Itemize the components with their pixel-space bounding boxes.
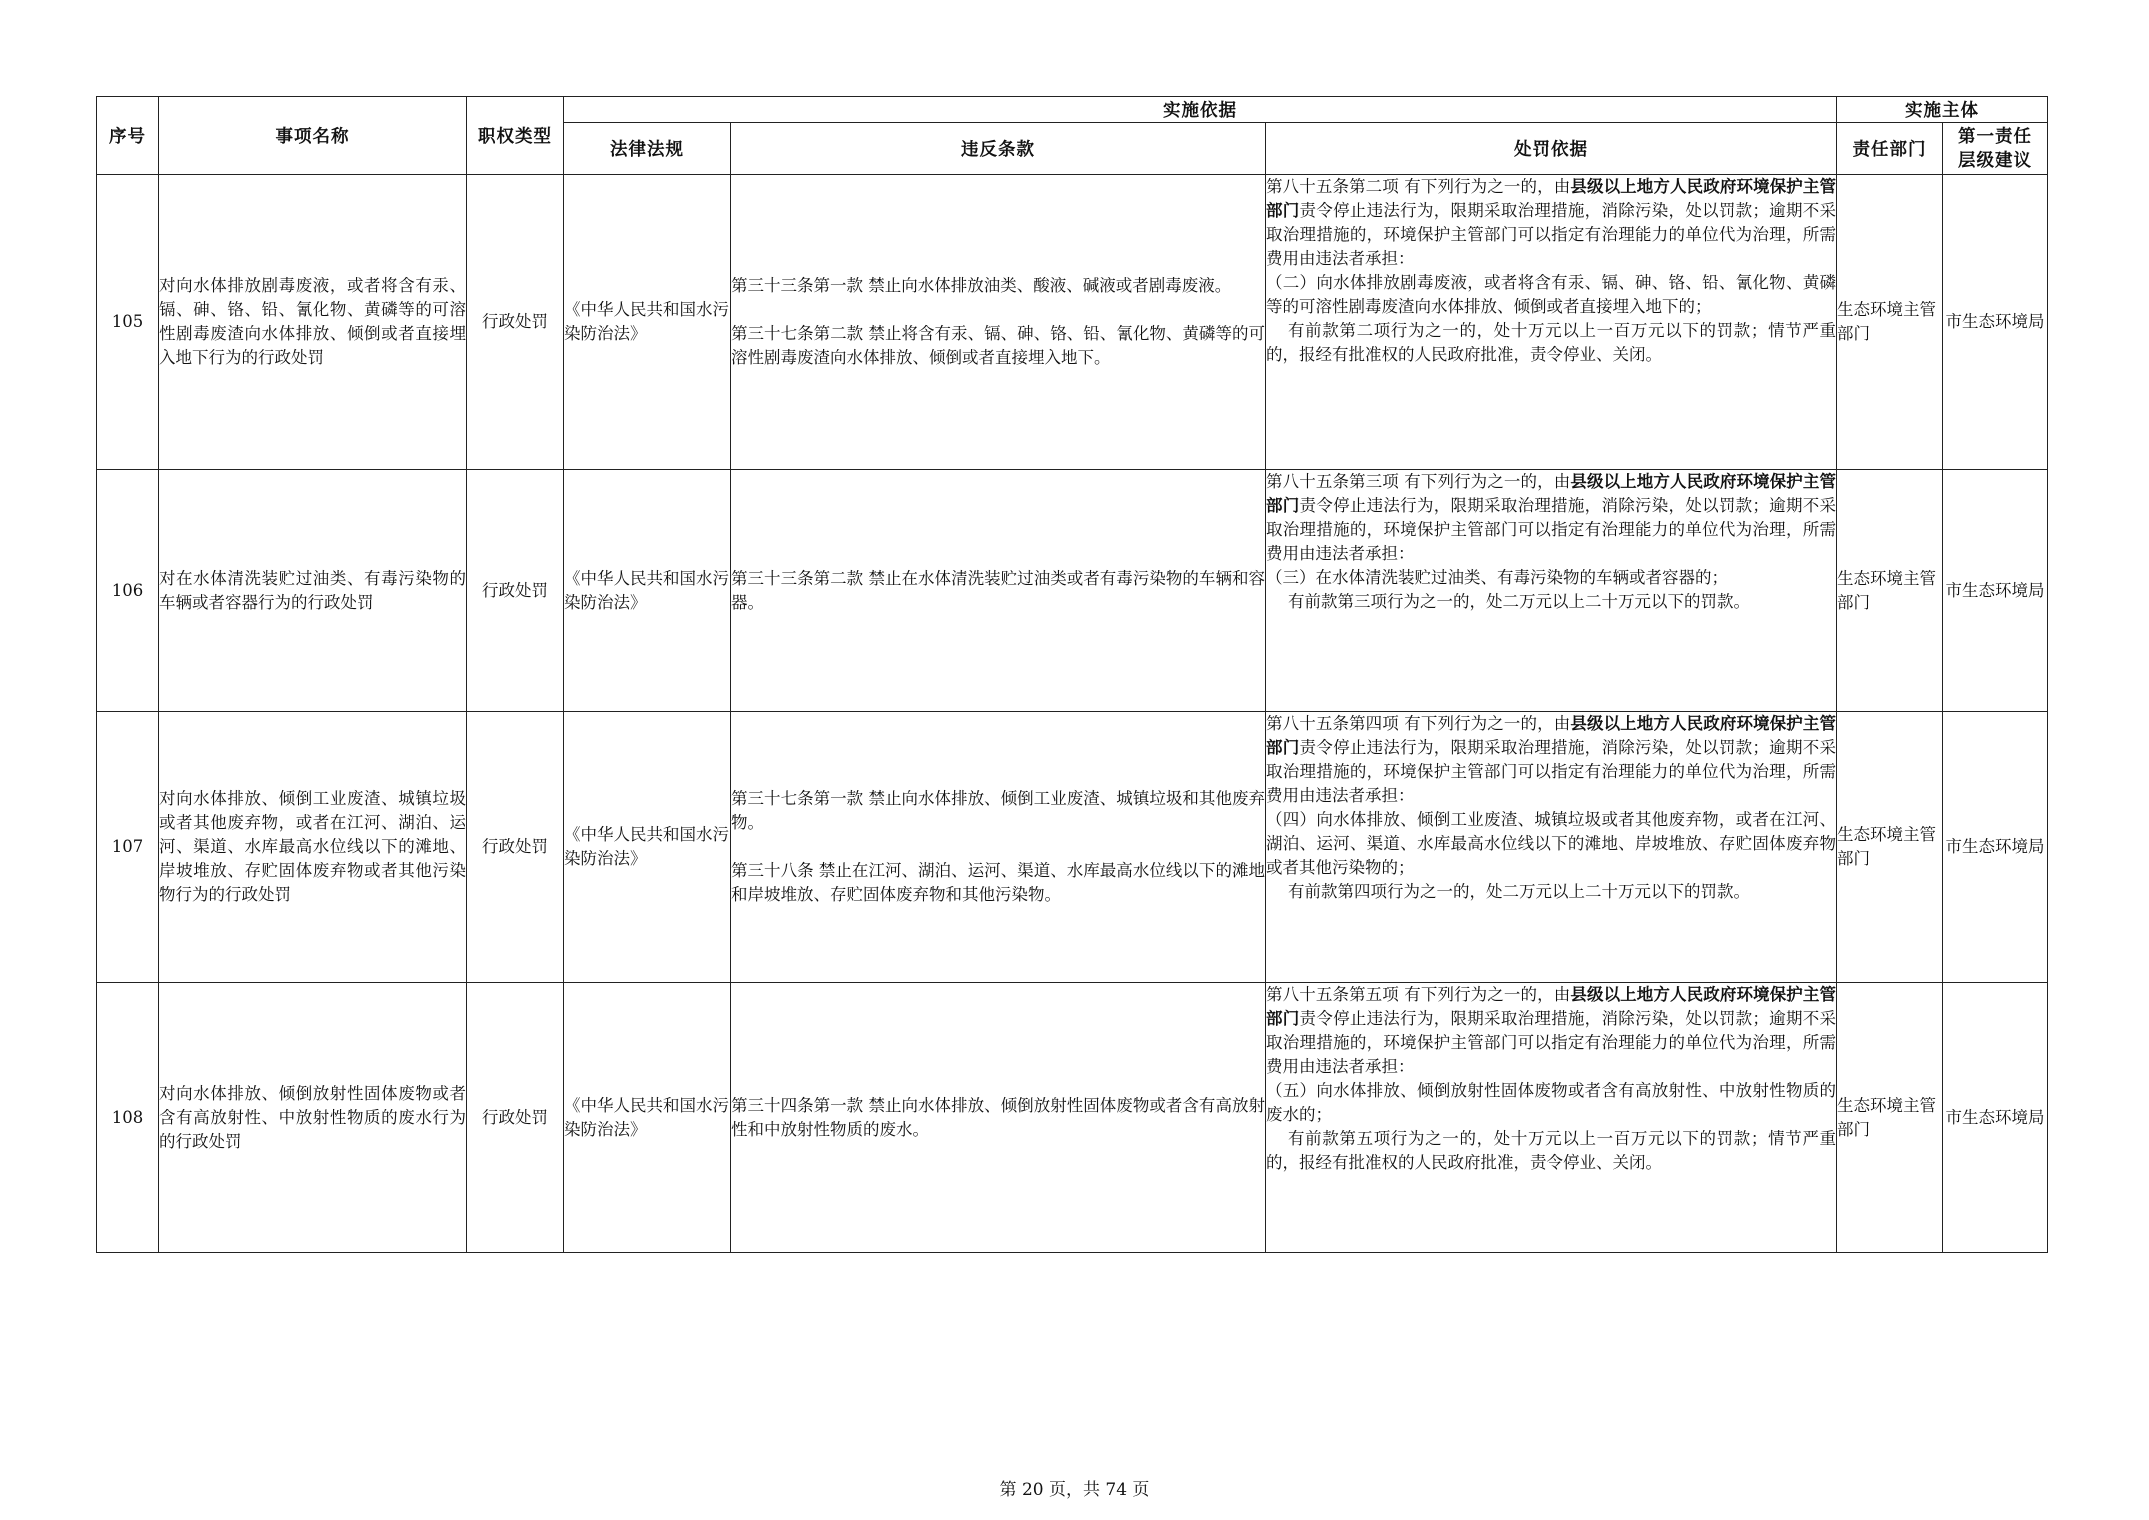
table-row — [97, 712, 2048, 983]
header-law: 法律法规 — [564, 123, 731, 175]
page-footer: 第 20 页，共 74 页 — [999, 1480, 1150, 1500]
basis-intro-post: 责令停止违法行为，限期采取治理措施，消除污染，处以罚款；逾期不采取治理措施的，环境保护主管部门可以指定有治理能力的单位代为治理，所需费用由违法者承担： — [1266, 738, 1837, 805]
basis-intro — [1266, 983, 1836, 1079]
row-level: 市生态环境局 — [1943, 983, 2048, 1253]
violated-clause-text: 第三十八条 禁止在江河、湖泊、运河、渠道、水库最高水位线以下的滩地和岸坡堆放、存贮固体废弃物和其他污染物。 — [731, 861, 1265, 904]
violated-clause-text: 第三十七条第二款 禁止将含有汞、镉、砷、铬、铅、氰化物、黄磷等的可溶性剧毒废渣向水体排放、倾倒或者直接埋入地下。 — [731, 324, 1265, 367]
row-violated-clauses — [731, 712, 1266, 983]
basis-penalty: 有前款第二项行为之一的，处十万元以上一百万元以下的罚款；情节严重的，报经有批准权的人民政府批准，责令停业、关闭。 — [1266, 321, 1836, 364]
basis-intro-post: 责令停止违法行为，限期采取治理措施，消除污染，处以罚款；逾期不采取治理措施的，环境保护主管部门可以指定有治理能力的单位代为治理，所需费用由违法者承担： — [1266, 201, 1837, 268]
row-dept: 生态环境主管部门 — [1837, 712, 1943, 983]
basis-item: （三）在水体清洗装贮过油类、有毒污染物的车辆或者容器的； — [1266, 568, 1728, 587]
header-item-name: 事项名称 — [159, 97, 467, 175]
basis-intro — [1266, 470, 1836, 566]
row-item-name — [159, 712, 467, 983]
header-first-level-line2: 层级建议 — [1958, 150, 2032, 171]
table-row — [97, 983, 2048, 1253]
row-item-name-text: 对在水体清洗装贮过油类、有毒污染物的车辆或者容器行为的行政处罚 — [159, 568, 466, 612]
basis-penalty: 有前款第四项行为之一的，处二万元以上二十万元以下的罚款。 — [1288, 882, 1750, 901]
row-law: 《中华人民共和国水污染防治法》 — [564, 712, 731, 983]
basis-intro-post: 责令停止违法行为，限期采取治理措施，消除污染，处以罚款；逾期不采取治理措施的，环境保护主管部门可以指定有治理能力的单位代为治理，所需费用由违法者承担： — [1266, 496, 1837, 563]
violated-clause-text: 第三十三条第二款 禁止在水体清洗装贮过油类或者有毒污染物的车辆和容器。 — [731, 568, 1265, 612]
basis-item: （四）向水体排放、倾倒工业废渣、城镇垃圾或者其他废弃物，或者在江河、湖泊、运河、渠道、水库最高水位线以下的滩地、岸坡堆放、存贮固体废弃物或者其他污染物的； — [1266, 810, 1836, 877]
violated-clause-text: 第三十四条第一款 禁止向水体排放、倾倒放射性固体废物或者含有高放射性和中放射性物质的废水。 — [731, 1095, 1265, 1139]
table-body — [97, 175, 2048, 1253]
header-violated-clause: 违反条款 — [731, 123, 1266, 175]
row-item-name-text: 对向水体排放、倾倒放射性固体废物或者含有高放射性、中放射性物质的废水行为的行政处罚 — [159, 1083, 466, 1151]
basis-authority: 县级以上地方人民政府环境保护主管部门 — [1266, 177, 1836, 220]
row-level: 市生态环境局 — [1943, 712, 2048, 983]
row-violated-clauses — [731, 983, 1266, 1253]
row-law: 《中华人民共和国水污染防治法》 — [564, 983, 731, 1253]
row-item-name-text: 对向水体排放、倾倒工业废渣、城镇垃圾或者其他废弃物，或者在江河、湖泊、运河、渠道、水库最高水位线以下的滩地、岸坡堆放、存贮固体废弃物或者其他污染物行为的行政处罚 — [159, 789, 466, 904]
header-basis-group: 实施依据 — [564, 97, 1837, 123]
basis-authority: 县级以上地方人民政府环境保护主管部门 — [1266, 985, 1836, 1028]
basis-intro — [1266, 712, 1836, 808]
basis-authority: 县级以上地方人民政府环境保护主管部门 — [1266, 472, 1836, 515]
row-power-type: 行政处罚 — [467, 175, 564, 470]
basis-intro-pre: 第八十五条第二项 有下列行为之一的，由 — [1266, 177, 1571, 196]
row-power-type: 行政处罚 — [467, 983, 564, 1253]
header-responsible-dept: 责任部门 — [1837, 123, 1943, 175]
basis-authority: 县级以上地方人民政府环境保护主管部门 — [1266, 714, 1836, 757]
row-penalty-basis — [1266, 983, 1837, 1253]
row-seq: 107 — [97, 712, 159, 983]
table-row — [97, 175, 2048, 470]
header-first-level — [1943, 123, 2048, 175]
basis-item: （二）向水体排放剧毒废液，或者将含有汞、镉、砷、铬、铅、氰化物、黄磷等的可溶性剧毒废渣向水体排放、倾倒或者直接埋入地下的； — [1266, 273, 1836, 316]
basis-intro — [1266, 175, 1836, 271]
basis-penalty: 有前款第三项行为之一的，处二万元以上二十万元以下的罚款。 — [1288, 592, 1750, 611]
row-level: 市生态环境局 — [1943, 175, 2048, 470]
basis-item: （五）向水体排放、倾倒放射性固体废物或者含有高放射性、中放射性物质的废水的； — [1266, 1081, 1836, 1124]
row-seq: 105 — [97, 175, 159, 470]
row-seq: 106 — [97, 470, 159, 712]
row-law: 《中华人民共和国水污染防治法》 — [564, 175, 731, 470]
row-violated-clauses — [731, 470, 1266, 712]
header-seq: 序号 — [97, 97, 159, 175]
row-dept: 生态环境主管部门 — [1837, 470, 1943, 712]
row-dept: 生态环境主管部门 — [1837, 175, 1943, 470]
header-first-level-line1: 第一责任 — [1958, 126, 2032, 147]
header-power-type: 职权类型 — [467, 97, 564, 175]
row-item-name — [159, 983, 467, 1253]
basis-intro-pre: 第八十五条第四项 有下列行为之一的，由 — [1266, 714, 1571, 733]
header-row-top — [97, 97, 2048, 123]
header-subject-group: 实施主体 — [1837, 97, 2048, 123]
row-power-type: 行政处罚 — [467, 470, 564, 712]
row-penalty-basis — [1266, 470, 1837, 712]
row-item-name — [159, 470, 467, 712]
row-item-name — [159, 175, 467, 470]
row-penalty-basis — [1266, 712, 1837, 983]
enforcement-items-table — [96, 96, 2048, 1253]
basis-intro-post: 责令停止违法行为，限期采取治理措施，消除污染，处以罚款；逾期不采取治理措施的，环境保护主管部门可以指定有治理能力的单位代为治理，所需费用由违法者承担： — [1266, 1009, 1837, 1076]
violated-clause-text: 第三十三条第一款 禁止向水体排放油类、酸液、碱液或者剧毒废液。 — [731, 276, 1232, 295]
row-item-name-text: 对向水体排放剧毒废液，或者将含有汞、镉、砷、铬、铅、氰化物、黄磷等的可溶性剧毒废渣向水体排放、倾倒或者直接埋入地下行为的行政处罚 — [159, 276, 466, 367]
basis-intro-pre: 第八十五条第三项 有下列行为之一的，由 — [1266, 472, 1571, 491]
header-penalty-basis: 处罚依据 — [1266, 123, 1837, 175]
basis-penalty: 有前款第五项行为之一的，处十万元以上一百万元以下的罚款；情节严重的，报经有批准权的人民政府批准，责令停业、关闭。 — [1266, 1129, 1836, 1172]
row-law: 《中华人民共和国水污染防治法》 — [564, 470, 731, 712]
row-dept: 生态环境主管部门 — [1837, 983, 1943, 1253]
basis-intro-pre: 第八十五条第五项 有下列行为之一的，由 — [1266, 985, 1571, 1004]
row-power-type: 行政处罚 — [467, 712, 564, 983]
row-penalty-basis — [1266, 175, 1837, 470]
row-seq: 108 — [97, 983, 159, 1253]
row-violated-clauses — [731, 175, 1266, 470]
row-level: 市生态环境局 — [1943, 470, 2048, 712]
table-row — [97, 470, 2048, 712]
violated-clause-text: 第三十七条第一款 禁止向水体排放、倾倒工业废渣、城镇垃圾和其他废弃物。 — [731, 789, 1265, 832]
